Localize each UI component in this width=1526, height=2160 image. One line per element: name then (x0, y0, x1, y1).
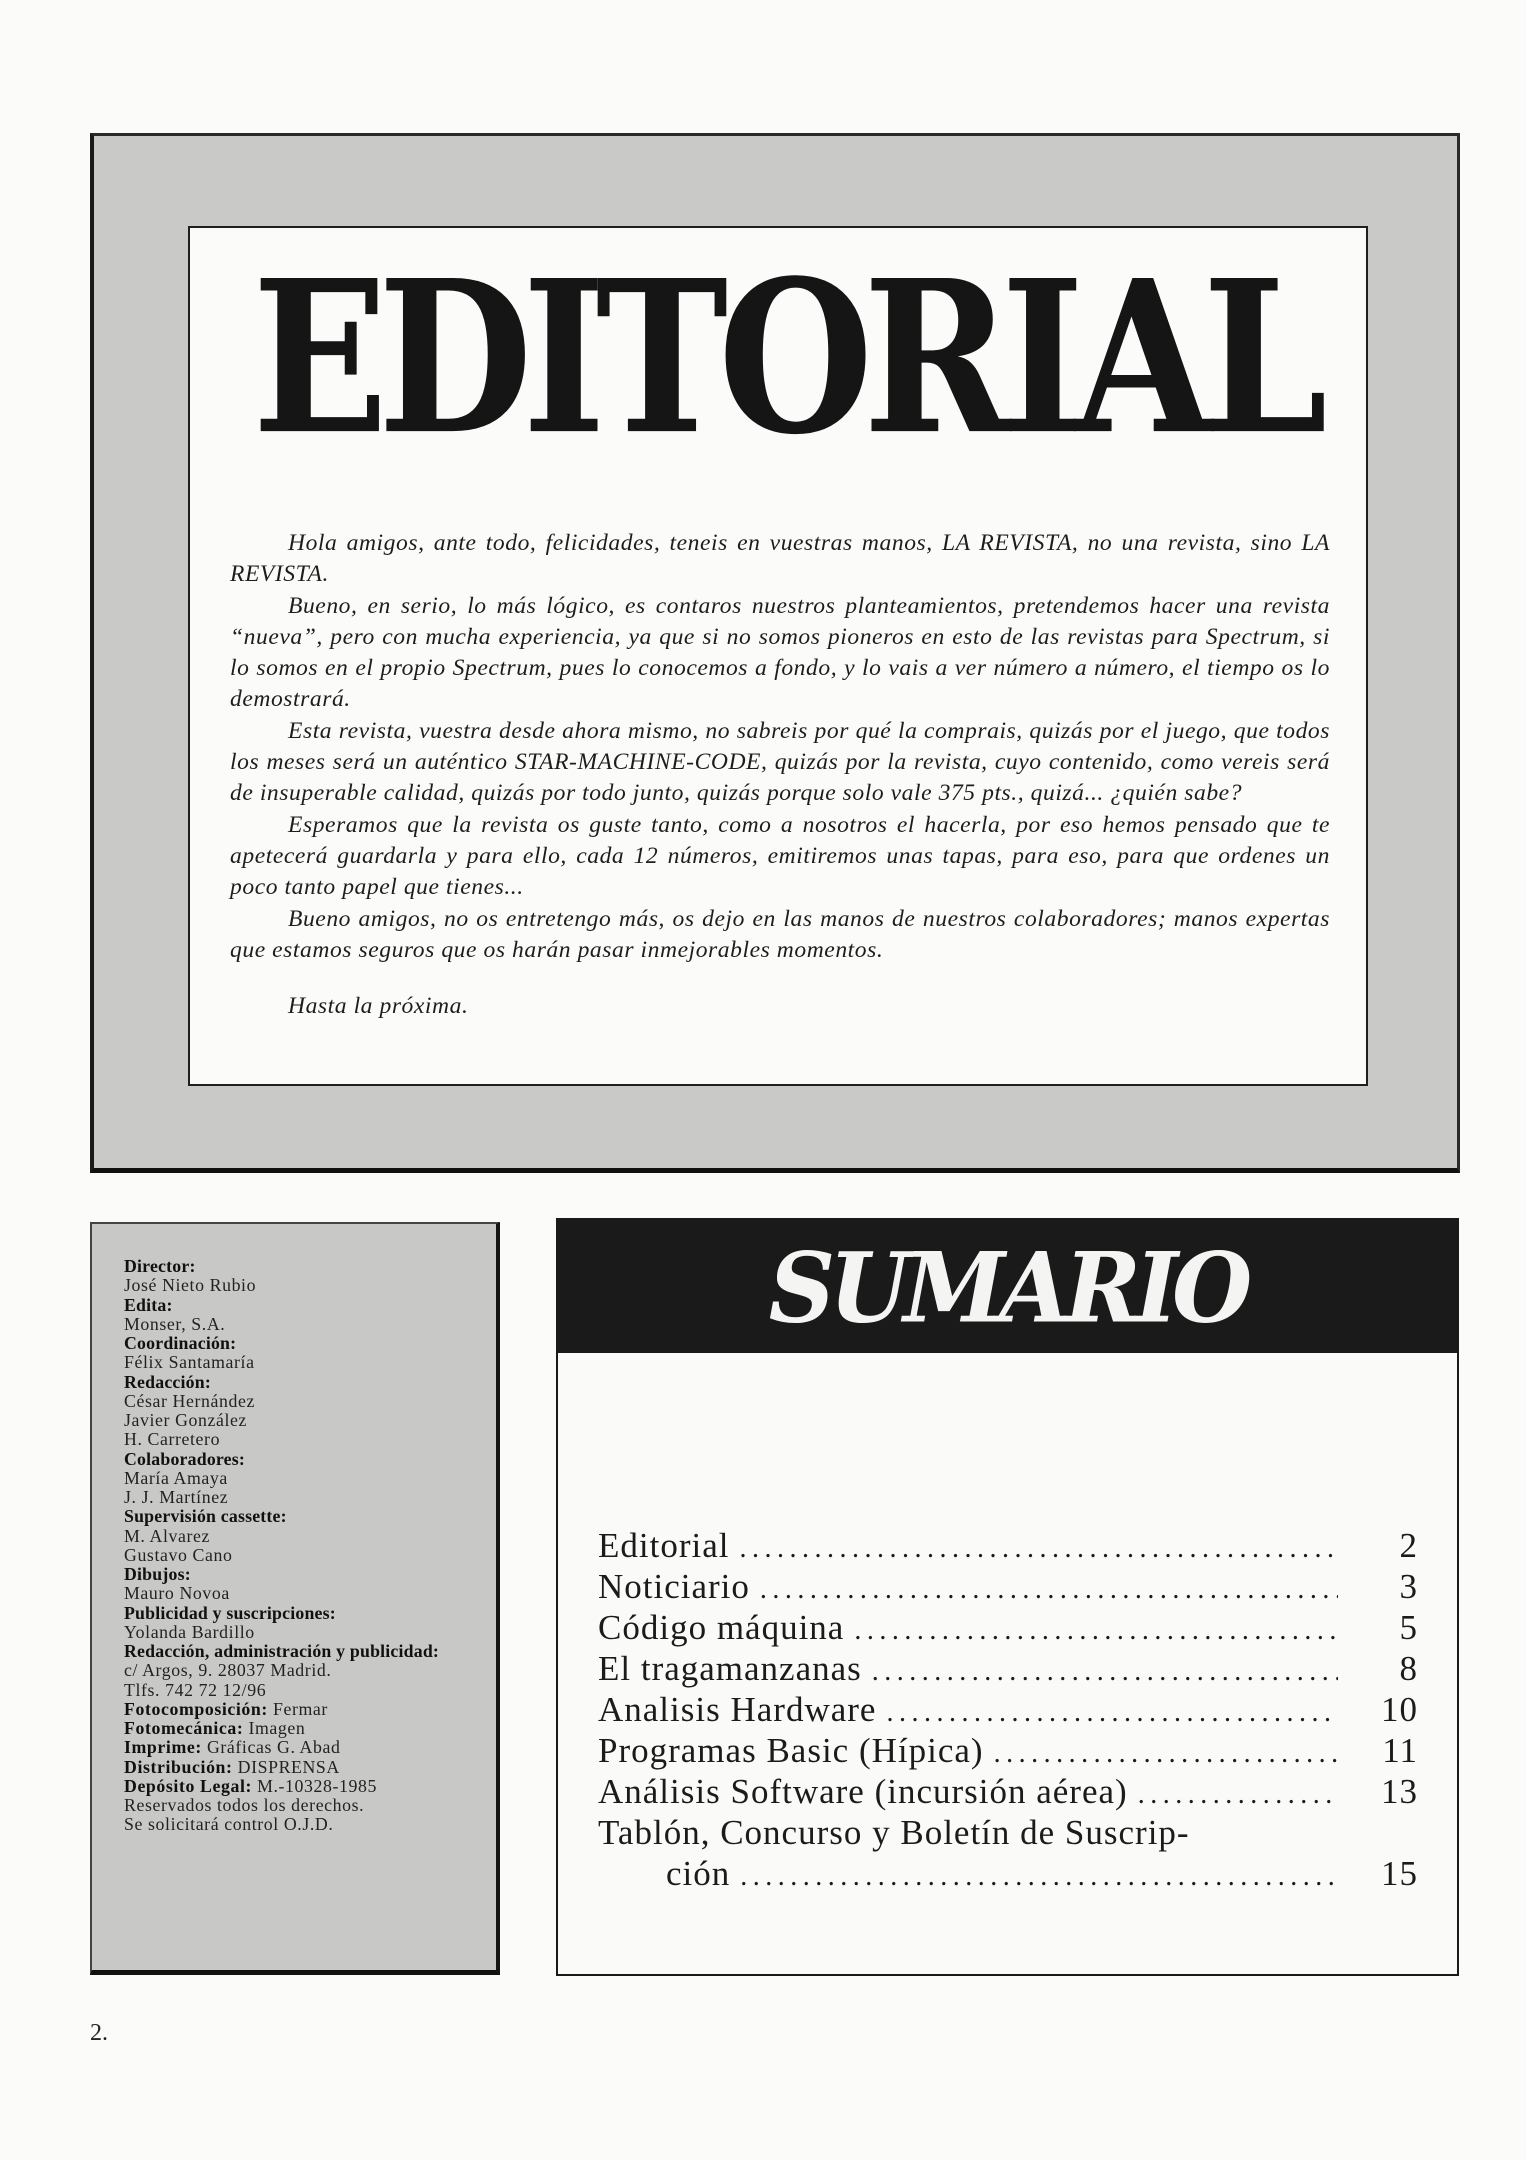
credit-label: Colaboradores: (124, 1448, 246, 1469)
editorial-heading: EDITORIAL (252, 234, 1318, 481)
toc-leader-dots (760, 1574, 1338, 1606)
credit-label: Supervisión cassette: (124, 1506, 287, 1527)
credit-value: H. Carretero (124, 1429, 221, 1450)
credit-label: Director: (124, 1256, 196, 1276)
toc-entry (598, 1813, 1418, 1854)
toc-entry-page: 11 (1382, 1731, 1418, 1770)
editorial-panel (188, 226, 1368, 1086)
credit-label: Distribución: (124, 1756, 233, 1777)
credit-value: Gustavo Cano (124, 1544, 233, 1565)
credit-value: J. J. Martínez (124, 1487, 229, 1507)
toc-entry-title: El tragamanzanas (598, 1649, 862, 1688)
credit-line (124, 1758, 496, 1777)
toc-entry (598, 1731, 1418, 1772)
credit-label: Coordinación: (124, 1333, 237, 1353)
toc-entry (598, 1854, 1418, 1895)
toc-entry (598, 1772, 1418, 1813)
toc-leader-dots (1138, 1779, 1338, 1811)
toc-entry-page: 13 (1381, 1772, 1418, 1811)
credits-box (90, 1222, 500, 1975)
credit-line (124, 1738, 496, 1757)
credit-value: Tlfs. 742 72 12/96 (124, 1679, 267, 1700)
toc-entry-title: ción (666, 1854, 731, 1893)
toc-entry-page: 8 (1399, 1649, 1418, 1688)
editorial-paragraph: Esta revista, vuestra desde ahora mismo, no sabreis por qué la comprais, quizás por el juego, que todos los meses será un auténtico STAR-MACHINE-CODE, quizás por la revista, cuyo contenido, como vereis será de insuperable calidad, quizás por todo junto, quizás porque solo vale 375 pts., quizá... ¿quién sabe? (230, 717, 1330, 807)
toc-entry-title: Programas Basic (Hípica) (598, 1731, 984, 1770)
credit-value: María Amaya (124, 1467, 228, 1488)
toc-entry-title: Tablón, Concurso y Boletín de Suscrip- (598, 1813, 1190, 1852)
credit-value: José Nieto Rubio (124, 1275, 257, 1296)
credit-label: Depósito Legal: (124, 1775, 253, 1796)
credit-value: Yolanda Bardillo (124, 1621, 255, 1642)
sumario-heading: SUMARIO (768, 1230, 1247, 1345)
toc-leader-dots (739, 1533, 1338, 1565)
editorial-frame (90, 133, 1460, 1173)
toc-entry-title: Editorial (598, 1526, 730, 1565)
credit-line (124, 1777, 496, 1796)
credit-value: Félix Santamaría (124, 1352, 255, 1373)
toc-entry-page: 15 (1381, 1854, 1418, 1893)
credit-value: Javier González (124, 1410, 248, 1430)
toc-entry-page: 10 (1381, 1690, 1418, 1729)
credit-value: c/ Argos, 9. 28037 Madrid. (124, 1660, 332, 1681)
toc-entry-title: Código máquina (598, 1608, 845, 1647)
credit-value: Monser, S.A. (124, 1313, 226, 1334)
toc-entry (598, 1526, 1418, 1567)
editorial-paragraph: Bueno, en serio, lo más lógico, es contaros nuestros planteamientos, pretendemos hacer una revista “nueva”, pero con mucha experiencia, ya que si no somos pioneros en esto de las revistas para Spectrum, si lo somos en el propio Spectrum, pues lo conocemos a fondo, y lo vais a ver número a número, el tiempo os lo demostrará. (230, 592, 1330, 713)
toc-entry-title: Analisis Hardware (598, 1690, 877, 1729)
toc-entry (598, 1649, 1418, 1690)
editorial-paragraph: Esperamos que la revista os guste tanto, como a nosotros el hacerla, por eso hemos pensado que te apetecerá guardarla y para ello, cada 12 números, emitiremos unas tapas, para eso, para que ordenes un poco tanto papel que tienes... (230, 811, 1330, 901)
credit-value: Se solicitará control O.J.D. (124, 1814, 334, 1835)
editorial-body (230, 528, 1330, 1022)
toc-entry-title: Noticiario (598, 1567, 750, 1606)
credit-line (124, 1719, 496, 1738)
toc-entry-page: 3 (1399, 1567, 1418, 1606)
toc-leader-dots (854, 1615, 1338, 1647)
toc-entry-title: Análisis Software (incursión aérea) (598, 1772, 1128, 1811)
editorial-paragraph: Bueno amigos, no os entretengo más, os dejo en las manos de nuestros colaboradores; manos expertas que estamos seguros que os harán pasar inmejorables momentos. (230, 905, 1330, 963)
credit-value: Reservados todos los derechos. (124, 1795, 365, 1815)
credit-label: Edita: (124, 1294, 173, 1315)
toc-leader-dots (886, 1697, 1338, 1729)
credit-label: Imprime: (124, 1737, 202, 1758)
toc-entry-page: 5 (1399, 1608, 1418, 1647)
credit-label: Publicidad y suscripciones: (124, 1602, 336, 1623)
table-of-contents (598, 1526, 1418, 1895)
toc-leader-dots (994, 1738, 1338, 1770)
credit-label: Fotocomposición: (124, 1698, 268, 1719)
credit-value: Gráficas G. Abad (206, 1737, 341, 1758)
credit-value: Mauro Novoa (124, 1583, 230, 1604)
toc-leader-dots (740, 1861, 1338, 1893)
sumario-header (558, 1218, 1457, 1353)
sumario-box (556, 1218, 1459, 1976)
toc-entry-page: 2 (1399, 1526, 1418, 1565)
credit-label: Fotomecánica: (124, 1718, 244, 1738)
credit-label: Redacción, administración y publicidad: (124, 1641, 440, 1661)
credit-line (124, 1700, 496, 1719)
toc-entry (598, 1690, 1418, 1731)
credit-label: Dibujos: (124, 1564, 191, 1584)
credit-value: César Hernández (124, 1390, 255, 1411)
editorial-closing: Hasta la próxima. (288, 993, 469, 1020)
toc-entry (598, 1567, 1418, 1608)
credit-value: DISPRENSA (237, 1756, 340, 1777)
toc-entry (598, 1608, 1418, 1649)
page-number: 2. (90, 2020, 108, 2046)
credit-value: Imagen (248, 1718, 306, 1738)
toc-leader-dots (872, 1656, 1338, 1688)
editorial-paragraph: Hola amigos, ante todo, felicidades, teneis en vuestras manos, LA REVISTA, no una revista, sino LA REVISTA. (230, 530, 1330, 588)
credit-value: M.-10328-1985 (257, 1775, 377, 1796)
credit-label: Redacción: (124, 1371, 211, 1392)
credit-value: M. Alvarez (124, 1525, 210, 1546)
credit-value: Fermar (272, 1698, 328, 1719)
